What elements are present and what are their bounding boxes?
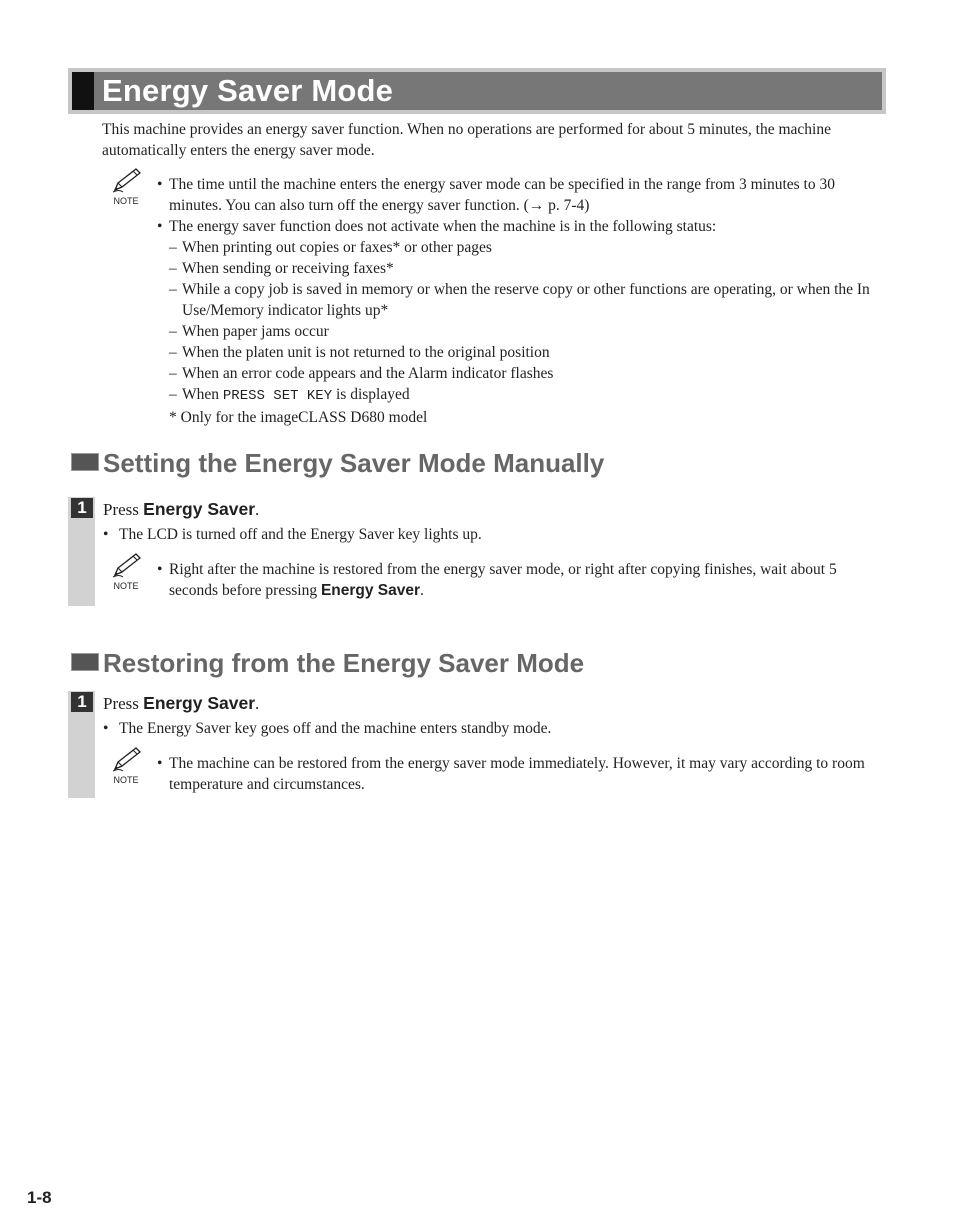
note-icon-block [109,745,143,785]
step-number: 1 [71,692,93,712]
energy-saver-key: Energy Saver [143,499,256,519]
step-result: • The LCD is turned off and the Energy Saver key lights up. [103,524,863,545]
page-title: Energy Saver Mode [102,73,394,108]
section-marker [71,653,99,671]
energy-saver-key: Energy Saver [320,582,421,599]
note-1-bullet-status: • The energy saver function does not activate when the machine is in the following status: [157,216,877,237]
note-icon-block [109,551,143,591]
footnote: * Only for the imageCLASS D680 model [169,409,428,426]
title-banner [68,68,886,114]
section-heading-manual: Setting the Energy Saver Mode Manually [103,448,605,478]
note-icon-block [109,166,143,206]
condition-item: – While a copy job is saved in memory or when the reserve copy or other functions are operating, or when the In Use/Memory indicator lights up* [169,281,870,319]
condition-item: – When sending or receiving faxes* [169,260,394,277]
step-result: • The Energy Saver key goes off and the machine enters standby mode. [103,718,863,739]
section-marker [71,453,99,471]
note-1 [157,174,877,428]
step-number: 1 [71,498,93,518]
lcd-message: PRESS SET KEY [222,388,333,404]
condition-item: – When the platen unit is not returned to the original position [169,344,550,361]
note-label: NOTE [113,196,139,206]
page-number: 1-8 [27,1188,52,1207]
intro-paragraph: This machine provides an energy saver function. When no operations are performed for about 5 minutes, the machine automatically enters the energy saver mode. [102,121,831,159]
note-3: • The machine can be restored from the energy saver mode immediately. However, it may vary according to room temperature and circumstances. [157,753,887,795]
note-2: • Right after the machine is restored from the energy saver mode, or right after copying finishes, wait about 5 seconds before pressing Energy Saver. [157,559,869,601]
condition-item: – When paper jams occur [169,323,329,340]
condition-item: – When PRESS SET KEY is displayed [169,386,410,404]
energy-saver-key: Energy Saver [143,693,256,713]
note-1-bullet-range: • The time until the machine enters the energy saver mode can be specified in the range from 3 minutes to 30 minutes. You can also turn off the energy saver function. (→ p. 7-4) [157,174,877,216]
condition-item: – When printing out copies or faxes* or other pages [169,239,492,256]
condition-list [157,237,877,428]
step-instruction: Press Energy Saver. [103,693,260,713]
section-heading-restore: Restoring from the Energy Saver Mode [103,648,585,678]
title-marker [72,72,94,110]
note-label: NOTE [113,775,139,785]
title-banner-fill [72,72,882,110]
condition-item: – When an error code appears and the Alarm indicator flashes [169,365,554,382]
step-instruction: Press Energy Saver. [103,499,260,519]
note-label: NOTE [113,581,139,591]
